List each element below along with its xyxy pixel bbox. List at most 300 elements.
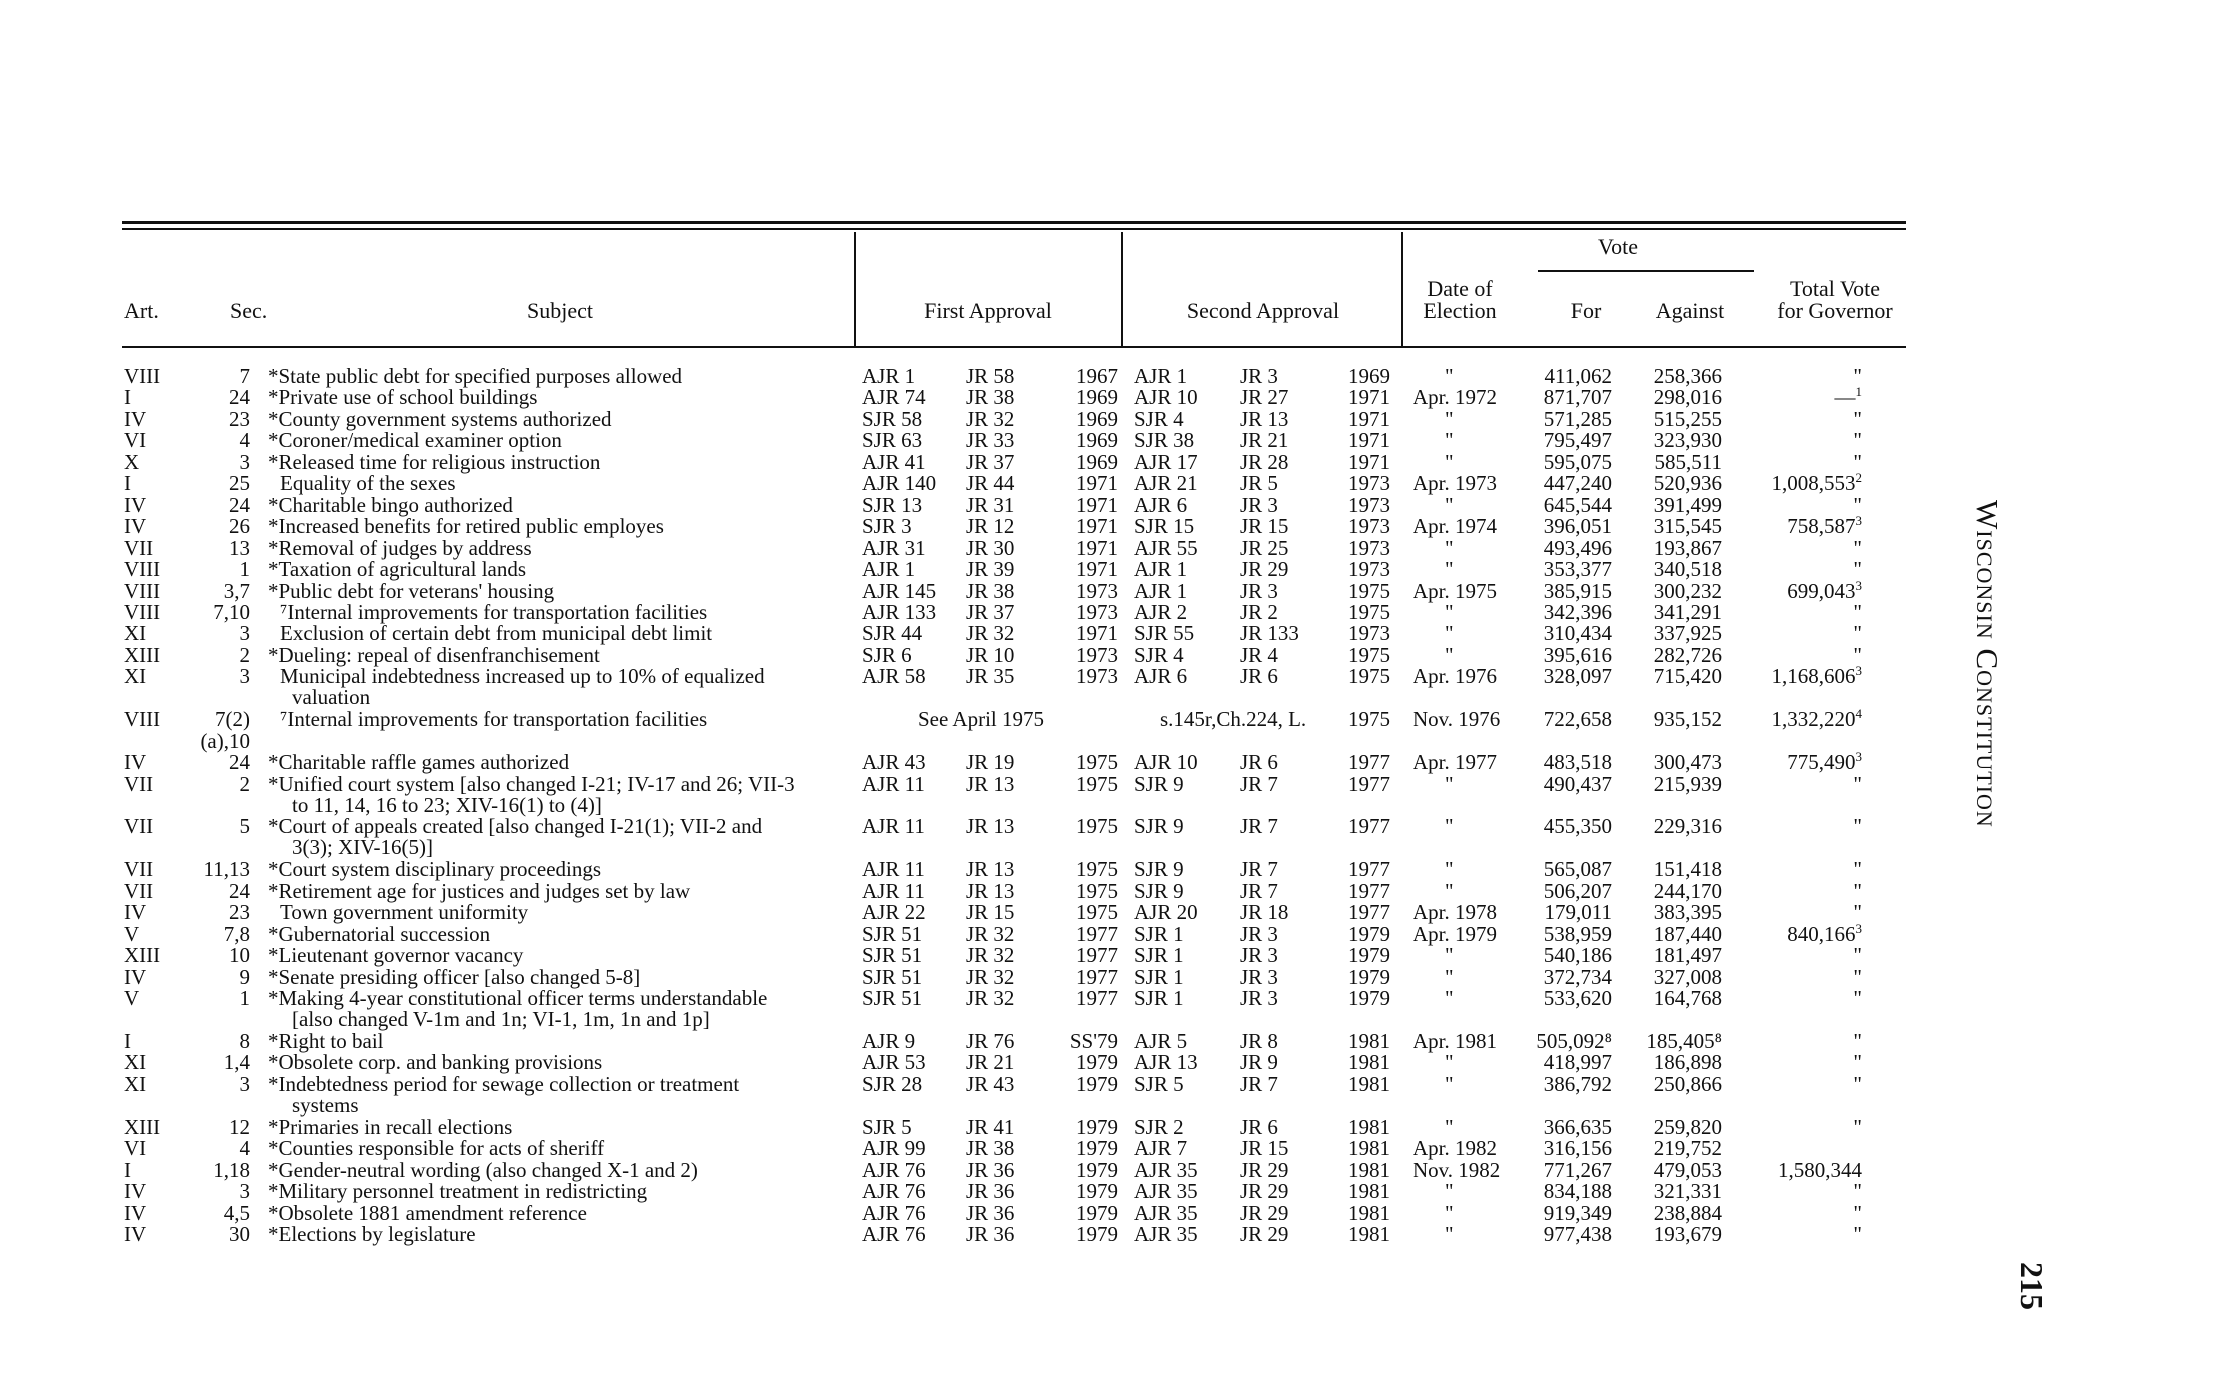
- cell-second-approval-jr: JR 6: [1240, 664, 1278, 689]
- cell-second-approval-resolution: AJR 35: [1134, 1179, 1198, 1204]
- cell-art: VII: [124, 878, 154, 903]
- cell-election-date: Apr. 1974: [1413, 514, 1497, 539]
- cell-votes-against: 181,497: [1653, 943, 1722, 968]
- total-vote-value: ": [1853, 1071, 1862, 1096]
- cell-total-vote: [1742, 706, 1862, 732]
- cell-second-approval-resolution: AJR 1: [1134, 578, 1188, 603]
- cell-votes-for: 372,734: [1543, 964, 1612, 989]
- cell-second-approval-year: 1973: [1348, 621, 1390, 646]
- cell-second-approval-year: 1971: [1348, 449, 1390, 474]
- cell-second-approval-resolution: SJR 1: [1134, 921, 1184, 946]
- cell-art: XIII: [124, 943, 161, 968]
- cell-second-approval-year: 1981: [1348, 1071, 1390, 1096]
- subject-line: *Primaries in recall elections: [268, 1114, 513, 1139]
- cell-second-approval-jr: JR 4: [1240, 642, 1278, 667]
- cell-second-approval-year: 1981: [1348, 1050, 1390, 1075]
- total-vote-value: ": [1853, 964, 1862, 989]
- header-for: For: [1570, 298, 1602, 323]
- footnote-marker: 4: [1855, 706, 1862, 722]
- cell-second-approval-year: 1973: [1348, 535, 1390, 560]
- total-vote-value: ": [1853, 428, 1862, 453]
- cell-first-approval-jr: JR 44: [966, 471, 1015, 496]
- cell-art: IV: [124, 900, 147, 925]
- cell-second-approval-year: 1971: [1348, 385, 1390, 410]
- cell-total-vote: [1742, 902, 1862, 923]
- subject-line: *Released time for religious instruction: [268, 449, 601, 474]
- cell-votes-for: 834,188: [1543, 1179, 1612, 1204]
- cell-votes-for: 506,207: [1543, 878, 1612, 903]
- cell-first-approval-resolution: SJR 51: [862, 921, 923, 946]
- cell-second-approval-jr: JR 8: [1240, 1028, 1278, 1053]
- cell-election-date: ": [1445, 964, 1454, 989]
- cell-second-approval-jr: JR 15: [1240, 1136, 1289, 1161]
- subject-line: *Gubernatorial succession: [268, 921, 491, 946]
- cell-first-approval-jr: JR 15: [966, 900, 1015, 925]
- cell-second-approval-resolution: AJR 10: [1134, 385, 1198, 410]
- cell-election-date: ": [1445, 621, 1454, 646]
- cell-sec: 2: [239, 642, 250, 667]
- cell-subject: [268, 387, 918, 408]
- cell-first-approval-resolution: AJR 11: [862, 771, 925, 796]
- cell-total-vote: [1742, 816, 1862, 837]
- cell-first-approval-jr: JR 32: [966, 943, 1015, 968]
- cell-first-approval-jr: JR 12: [966, 514, 1015, 539]
- subject-continuation-line: 3(3); XIV-16(5)]: [292, 835, 433, 860]
- cell-first-approval-resolution: AJR 1: [862, 364, 916, 388]
- page-number: 215: [2014, 1262, 2050, 1310]
- cell-first-approval-year: 1975: [1076, 814, 1118, 839]
- cell-votes-against: 300,232: [1653, 578, 1722, 603]
- cell-art: I: [124, 1157, 131, 1182]
- cell-subject: [268, 492, 918, 517]
- cell-second-approval-jr: JR 27: [1240, 385, 1289, 410]
- cell-first-approval-jr: JR 35: [966, 664, 1015, 689]
- cell-second-approval-year: 1979: [1348, 921, 1390, 946]
- cell-total-vote: [1742, 1224, 1862, 1245]
- cell-first-approval-resolution: AJR 1: [862, 557, 916, 582]
- cell-second-approval-resolution: SJR 38: [1134, 428, 1195, 453]
- cell-sec: 3: [239, 1179, 250, 1204]
- cell-second-approval-jr: JR 3: [1240, 943, 1278, 968]
- cell-second-approval-jr: JR 7: [1240, 771, 1278, 796]
- subject-line: Exclusion of certain debt from municipal debt limit: [280, 621, 713, 646]
- cell-art: I: [124, 385, 131, 410]
- total-vote-value: ": [1853, 1222, 1862, 1246]
- vote-underline: [1538, 270, 1754, 272]
- cell-votes-for: 366,635: [1543, 1114, 1612, 1139]
- cell-sec: 23: [229, 406, 250, 431]
- footnote-marker: 2: [1855, 470, 1862, 486]
- cell-second-approval-resolution: AJR 35: [1134, 1200, 1198, 1225]
- cell-second-approval-resolution: SJR 9: [1134, 878, 1184, 903]
- total-vote-value: ": [1853, 1028, 1862, 1053]
- cell-votes-against: 282,726: [1653, 642, 1722, 667]
- cell-first-approval-jr: JR 76: [966, 1028, 1015, 1053]
- cell-votes-for: 342,396: [1543, 599, 1612, 624]
- cell-second-approval-resolution: SJR 1: [1134, 986, 1184, 1011]
- cell-votes-for: 871,707: [1543, 385, 1612, 410]
- footnote-marker: 3: [1855, 663, 1862, 679]
- cell-election-date: Apr. 1981: [1413, 1028, 1497, 1053]
- side-title: Wisconsin Constitution: [1970, 500, 2005, 828]
- total-vote-value: ": [1853, 878, 1862, 903]
- cell-subject: [268, 1071, 918, 1117]
- footnote-marker: 3: [1855, 577, 1862, 593]
- subject-line: *Elections by legislature: [268, 1222, 476, 1246]
- cell-first-approval-resolution: AJR 53: [862, 1050, 926, 1075]
- cell-total-vote: [1742, 878, 1862, 903]
- cell-votes-for: 538,959: [1543, 921, 1612, 946]
- cell-second-approval-jr: JR 13: [1240, 406, 1289, 431]
- cell-election-date: Nov. 1976: [1413, 707, 1501, 732]
- cell-second-approval-year: 1981: [1348, 1136, 1390, 1161]
- cell-total-vote: [1742, 492, 1862, 517]
- total-vote-value: ": [1853, 857, 1862, 882]
- cell-votes-against: 193,679: [1653, 1222, 1722, 1246]
- cell-election-date: ": [1445, 1179, 1454, 1204]
- cell-votes-against: 250,866: [1653, 1071, 1722, 1096]
- cell-total-vote: [1742, 559, 1862, 580]
- cell-first-approval-note: See April 1975: [918, 707, 1044, 732]
- cell-election-date: Nov. 1982: [1413, 1157, 1501, 1182]
- cell-first-approval-jr: JR 36: [966, 1157, 1015, 1182]
- cell-votes-for: 505,092⁸: [1536, 1028, 1612, 1053]
- cell-subject: [268, 1181, 918, 1202]
- cell-second-approval-jr: JR 28: [1240, 449, 1289, 474]
- cell-subject: [268, 1028, 918, 1053]
- cell-election-date: ": [1445, 1222, 1454, 1246]
- cell-second-approval-resolution: SJR 15: [1134, 514, 1195, 539]
- cell-second-approval-year: 1975: [1348, 578, 1390, 603]
- cell-votes-for: 455,350: [1543, 814, 1612, 839]
- cell-votes-for: 595,075: [1543, 449, 1612, 474]
- cell-total-vote: [1742, 642, 1862, 667]
- cell-sec: 4: [239, 1136, 250, 1161]
- cell-votes-for: 353,377: [1543, 557, 1612, 582]
- cell-art: IV: [124, 964, 147, 989]
- cell-first-approval-year: 1979: [1076, 1114, 1118, 1139]
- cell-first-approval-jr: JR 33: [966, 428, 1015, 453]
- cell-votes-against: 193,867: [1653, 535, 1722, 560]
- cell-second-approval-year: 1977: [1348, 750, 1390, 775]
- subject-line: Town government uniformity: [280, 900, 529, 925]
- cell-art: XI: [124, 1050, 147, 1075]
- cell-second-approval-year: 1977: [1348, 814, 1390, 839]
- cell-total-vote: [1742, 513, 1862, 539]
- cell-sec: 2: [239, 771, 250, 796]
- cell-second-approval-year: 1981: [1348, 1157, 1390, 1182]
- cell-votes-against: 229,316: [1653, 814, 1722, 839]
- cell-art: VIII: [124, 707, 161, 732]
- cell-first-approval-year: 1979: [1076, 1071, 1118, 1096]
- cell-subject: [268, 623, 918, 644]
- cell-total-vote: [1742, 366, 1862, 387]
- cell-subject: [268, 666, 918, 708]
- cell-votes-against: 520,936: [1653, 471, 1722, 496]
- cell-second-approval-jr: JR 7: [1240, 814, 1278, 839]
- cell-first-approval-year: 1975: [1076, 750, 1118, 775]
- cell-sec: 3,7: [223, 578, 250, 603]
- cell-votes-against: 215,939: [1653, 771, 1722, 796]
- subject-line: ⁷Internal improvements for transportation facilities: [280, 599, 708, 624]
- cell-votes-for: 316,156: [1543, 1136, 1612, 1161]
- cell-second-approval-jr: JR 3: [1240, 964, 1278, 989]
- cell-election-date: ": [1445, 771, 1454, 796]
- cell-subject: [268, 964, 918, 989]
- cell-second-approval-resolution: AJR 35: [1134, 1222, 1198, 1246]
- cell-second-approval-jr: JR 15: [1240, 514, 1289, 539]
- footnote-marker: 3: [1855, 749, 1862, 765]
- cell-second-approval-resolution: SJR 5: [1134, 1071, 1184, 1096]
- cell-first-approval-year: 1973: [1076, 664, 1118, 689]
- cell-sec-continued: (a),10: [200, 728, 250, 753]
- cell-votes-for: 418,997: [1543, 1050, 1612, 1075]
- cell-second-approval-year: 1979: [1348, 986, 1390, 1011]
- cell-art: I: [124, 1028, 131, 1053]
- cell-votes-against: 391,499: [1653, 492, 1722, 517]
- cell-second-approval-resolution: AJR 6: [1134, 492, 1188, 517]
- cell-total-vote: [1742, 1200, 1862, 1225]
- cell-sec: 1: [239, 557, 250, 582]
- cell-first-approval-jr: JR 32: [966, 964, 1015, 989]
- cell-votes-against: 327,008: [1653, 964, 1722, 989]
- total-vote-value: ": [1853, 986, 1862, 1011]
- cell-total-vote: [1742, 1181, 1862, 1202]
- cell-election-date: Apr. 1982: [1413, 1136, 1497, 1161]
- cell-votes-against: 935,152: [1653, 707, 1722, 732]
- cell-first-approval-jr: JR 36: [966, 1200, 1015, 1225]
- cell-votes-for: 490,437: [1543, 771, 1612, 796]
- total-vote-value: 840,166: [1787, 921, 1856, 946]
- subject-line: *Private use of school buildings: [268, 385, 538, 410]
- subject-line: *Retirement age for justices and judges set by law: [268, 878, 691, 903]
- cell-subject: [268, 1114, 918, 1139]
- cell-subject: [268, 859, 918, 880]
- cell-subject: [268, 945, 918, 966]
- subject-line: Municipal indebtedness increased up to 10% of equalized: [280, 664, 765, 689]
- cell-second-approval-year: 1973: [1348, 471, 1390, 496]
- total-vote-value: ": [1853, 1179, 1862, 1204]
- cell-sec: 3: [239, 449, 250, 474]
- header-vote: Vote: [1598, 234, 1638, 259]
- cell-second-approval-jr: JR 9: [1240, 1050, 1278, 1075]
- header-bottom-rule: [122, 346, 1906, 348]
- cell-art: IV: [124, 1179, 147, 1204]
- subject-line: *State public debt for specified purposes allowed: [268, 364, 683, 388]
- cell-second-approval-jr: JR 29: [1240, 1200, 1289, 1225]
- cell-first-approval-jr: JR 41: [966, 1114, 1015, 1139]
- cell-votes-against: 238,884: [1653, 1200, 1722, 1225]
- cell-votes-for: 571,285: [1543, 406, 1612, 431]
- subject-line: *Gender-neutral wording (also changed X-1 and 2): [268, 1157, 698, 1182]
- cell-subject: [268, 988, 918, 1030]
- cell-votes-for: 565,087: [1543, 857, 1612, 882]
- cell-first-approval-resolution: SJR 5: [862, 1114, 912, 1139]
- cell-subject: [268, 430, 918, 451]
- cell-first-approval-jr: JR 13: [966, 857, 1015, 882]
- cell-art: XI: [124, 621, 147, 646]
- cell-second-approval-jr: JR 133: [1240, 621, 1299, 646]
- cell-art: VII: [124, 814, 154, 839]
- cell-sec: 24: [229, 878, 250, 903]
- cell-second-approval-resolution: AJR 35: [1134, 1157, 1198, 1182]
- cell-subject: [268, 771, 918, 817]
- cell-art: IV: [124, 1200, 147, 1225]
- cell-votes-for: 179,011: [1544, 900, 1612, 925]
- cell-total-vote: [1742, 771, 1862, 796]
- cell-election-date: Apr. 1978: [1413, 900, 1497, 925]
- cell-total-vote: [1742, 470, 1862, 496]
- cell-first-approval-resolution: AJR 11: [862, 878, 925, 903]
- cell-second-approval-jr: JR 6: [1240, 750, 1278, 775]
- cell-total-vote: [1742, 1052, 1862, 1073]
- cell-first-approval-resolution: SJR 13: [862, 492, 923, 517]
- cell-election-date: ": [1445, 857, 1454, 882]
- footnote-marker: 1: [1855, 384, 1862, 400]
- cell-first-approval-resolution: AJR 145: [862, 578, 937, 603]
- cell-election-date: ": [1445, 428, 1454, 453]
- cell-subject: [268, 752, 918, 773]
- cell-election-date: Apr. 1972: [1413, 385, 1497, 410]
- top-rule-1: [122, 221, 1906, 224]
- cell-first-approval-year: 1971: [1076, 492, 1118, 517]
- cell-total-vote: [1742, 945, 1862, 966]
- cell-first-approval-year: 1971: [1076, 514, 1118, 539]
- header-subject: Subject: [527, 298, 593, 323]
- cell-second-approval-resolution: AJR 6: [1134, 664, 1188, 689]
- cell-sec: 8: [239, 1028, 250, 1053]
- cell-votes-against: 258,366: [1653, 364, 1722, 388]
- cell-art: VII: [124, 857, 154, 882]
- cell-votes-for: 533,620: [1543, 986, 1612, 1011]
- cell-first-approval-resolution: AJR 22: [862, 900, 926, 925]
- cell-second-approval-jr: JR 3: [1240, 364, 1278, 388]
- cell-votes-for: 411,062: [1544, 364, 1612, 388]
- cell-second-approval-year: 1971: [1348, 428, 1390, 453]
- cell-second-approval-resolution: SJR 55: [1134, 621, 1195, 646]
- cell-votes-for: 919,349: [1543, 1200, 1612, 1225]
- cell-second-approval-year: 1981: [1348, 1222, 1390, 1246]
- subject-line: *Removal of judges by address: [268, 535, 532, 560]
- cell-first-approval-jr: JR 13: [966, 771, 1015, 796]
- cell-art: V: [124, 986, 140, 1011]
- cell-second-approval-jr: JR 29: [1240, 557, 1289, 582]
- cell-first-approval-resolution: SJR 28: [862, 1071, 923, 1096]
- cell-first-approval-jr: JR 37: [966, 599, 1015, 624]
- cell-first-approval-year: 1977: [1076, 986, 1118, 1011]
- cell-second-approval-resolution: AJR 2: [1134, 599, 1188, 624]
- cell-second-approval-year: 1971: [1348, 406, 1390, 431]
- cell-second-approval-resolution: AJR 5: [1134, 1028, 1188, 1053]
- cell-votes-for: 493,496: [1543, 535, 1612, 560]
- cell-votes-for: 396,051: [1543, 514, 1612, 539]
- cell-first-approval-year: 1977: [1076, 964, 1118, 989]
- cell-votes-against: 186,898: [1653, 1050, 1722, 1075]
- cell-second-approval-resolution: AJR 7: [1134, 1136, 1188, 1161]
- cell-subject: [268, 642, 918, 667]
- cell-sec: 3: [239, 664, 250, 689]
- cell-sec: 1: [239, 986, 250, 1011]
- cell-election-date: ": [1445, 406, 1454, 431]
- total-vote-value: ": [1853, 900, 1862, 925]
- header-against: Against: [1655, 298, 1725, 323]
- cell-first-approval-resolution: SJR 51: [862, 964, 923, 989]
- cell-art: X: [124, 449, 140, 474]
- cell-total-vote: [1742, 920, 1862, 946]
- cell-sec: 24: [229, 492, 250, 517]
- total-vote-value: ": [1853, 814, 1862, 839]
- cell-subject: [268, 535, 918, 560]
- cell-votes-for: 540,186: [1543, 943, 1612, 968]
- cell-first-approval-year: 1969: [1076, 406, 1118, 431]
- cell-art: IV: [124, 1222, 147, 1246]
- subject-line: *Lieutenant governor vacancy: [268, 943, 524, 968]
- cell-total-vote: [1742, 449, 1862, 474]
- cell-first-approval-jr: JR 38: [966, 578, 1015, 603]
- cell-second-approval-jr: JR 7: [1240, 857, 1278, 882]
- cell-second-approval-year: 1977: [1348, 900, 1390, 925]
- cell-second-approval-resolution: AJR 55: [1134, 535, 1198, 560]
- cell-art: IV: [124, 492, 147, 517]
- cell-votes-for: 977,438: [1543, 1222, 1612, 1246]
- cell-first-approval-year: 1979: [1076, 1200, 1118, 1225]
- cell-first-approval-year: 1975: [1076, 900, 1118, 925]
- cell-second-approval-year: 1975: [1348, 707, 1390, 732]
- cell-first-approval-resolution: AJR 41: [862, 449, 926, 474]
- cell-sec: 26: [229, 514, 250, 539]
- cell-votes-against: 164,768: [1653, 986, 1722, 1011]
- cell-first-approval-jr: JR 10: [966, 642, 1015, 667]
- cell-election-date: Apr. 1976: [1413, 664, 1497, 689]
- cell-second-approval-year: 1981: [1348, 1200, 1390, 1225]
- total-vote-value: —: [1834, 385, 1856, 410]
- header-date-of-election-line2: Election: [1423, 298, 1497, 323]
- cell-art: XI: [124, 664, 147, 689]
- cell-second-approval-jr: JR 3: [1240, 492, 1278, 517]
- cell-subject: [268, 473, 918, 494]
- cell-second-approval-year: 1977: [1348, 857, 1390, 882]
- subject-line: *Charitable raffle games authorized: [268, 750, 570, 775]
- cell-second-approval-year: 1973: [1348, 557, 1390, 582]
- cell-second-approval-resolution: AJR 1: [1134, 557, 1188, 582]
- cell-sec: 7,10: [213, 599, 250, 624]
- cell-second-approval-resolution: AJR 17: [1134, 449, 1198, 474]
- cell-votes-against: 244,170: [1653, 878, 1722, 903]
- subject-line: *Coroner/medical examiner option: [268, 428, 562, 453]
- cell-first-approval-jr: JR 32: [966, 621, 1015, 646]
- subject-line: *Making 4-year constitutional officer terms understandable: [268, 986, 768, 1011]
- total-vote-value: ": [1853, 557, 1862, 582]
- cell-votes-for: 385,915: [1543, 578, 1612, 603]
- cell-votes-for: 395,616: [1543, 642, 1612, 667]
- total-vote-value: 1,008,553: [1771, 471, 1856, 496]
- subject-line: *Right to bail: [268, 1028, 384, 1053]
- cell-first-approval-jr: JR 19: [966, 750, 1015, 775]
- cell-first-approval-resolution: SJR 44: [862, 621, 923, 646]
- cell-sec: 30: [229, 1222, 250, 1246]
- cell-subject: [268, 1138, 918, 1159]
- cell-first-approval-resolution: AJR 11: [862, 857, 925, 882]
- header-first-approval: First Approval: [924, 298, 1052, 323]
- cell-second-approval-year: 1975: [1348, 642, 1390, 667]
- cell-first-approval-year: 1971: [1076, 557, 1118, 582]
- cell-second-approval-year: 1977: [1348, 878, 1390, 903]
- cell-votes-against: 298,016: [1653, 385, 1722, 410]
- total-vote-value: 775,490: [1787, 750, 1856, 775]
- cell-total-vote: [1742, 599, 1862, 624]
- cell-first-approval-jr: JR 36: [966, 1179, 1015, 1204]
- cell-sec: 5: [239, 814, 250, 839]
